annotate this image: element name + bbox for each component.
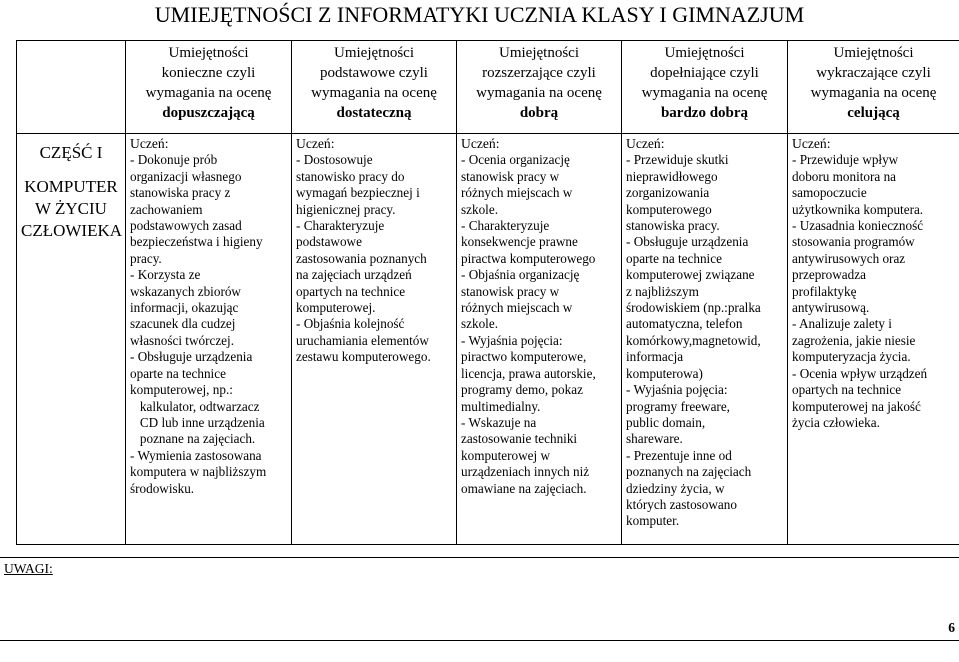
requirement-line: - Ocenia wpływ urządzeń — [792, 365, 928, 381]
requirement-line: komputerowej związane — [626, 267, 755, 283]
requirement-line: - Dostosowuje — [296, 152, 373, 168]
requirement-line: pracy. — [130, 250, 162, 266]
requirement-line: komputeryzacja życia. — [792, 349, 911, 365]
requirement-line: multimedialny. — [461, 398, 541, 414]
requirement-line: komputerowej. — [296, 300, 376, 316]
header-cell — [126, 41, 292, 134]
header-line: wykraczające czyli — [816, 65, 931, 81]
grade-label: dobrą — [519, 105, 559, 121]
requirement-line: poznane na zajęciach. — [130, 431, 256, 447]
requirement-line: opartych na technice — [792, 382, 902, 398]
header-line: Umiejętności — [664, 45, 745, 61]
requirement-line: których zastosowano — [626, 496, 737, 512]
requirements-cell — [292, 134, 457, 545]
requirement-line: - Wskazuje na — [461, 414, 537, 430]
requirement-line: - Charakteryzuje — [461, 218, 550, 234]
student-label: Uczeń: — [792, 136, 831, 151]
requirement-line: piractwa komputerowego — [461, 250, 596, 266]
requirement-line: zastosowania poznanych — [296, 250, 427, 266]
requirement-line: zestawu komputerowego. — [296, 349, 431, 365]
requirement-line: - Charakteryzuje — [296, 218, 385, 234]
requirement-line: - Dokonuje prób — [130, 152, 218, 168]
requirement-line: komputer. — [626, 513, 680, 529]
requirement-line: - Objaśnia organizację — [461, 267, 580, 283]
grade-label: dopuszczającą — [162, 105, 255, 121]
header-line: wymagania na ocenę — [311, 85, 437, 101]
requirement-line: środowisku. — [130, 480, 195, 496]
header-cell — [457, 41, 622, 134]
requirement-line: opartych na technice — [296, 283, 406, 299]
requirement-line: - Prezentuje inne od — [626, 447, 732, 463]
header-corner — [17, 41, 126, 134]
requirement-line: komputera w najbliższym — [130, 464, 267, 480]
requirement-line: środowiskiem (np.:pralka — [626, 300, 761, 316]
requirement-line: stanowisk pracy w — [461, 168, 560, 184]
header-line: Umiejętności — [168, 45, 249, 61]
requirements-cell — [622, 134, 788, 545]
requirement-line: public domain, — [626, 414, 706, 430]
requirement-line: komputerowego — [626, 201, 712, 217]
student-label: Uczeń: — [626, 136, 665, 151]
header-line: wymagania na ocenę — [641, 85, 768, 101]
header-line: rozszerzające czyli — [482, 65, 596, 81]
student-label: Uczeń: — [461, 136, 500, 151]
requirement-line: - Objaśnia kolejność — [296, 316, 405, 332]
header-line: Umiejętności — [499, 45, 579, 61]
header-line: podstawowe czyli — [320, 65, 428, 81]
requirement-line: samopoczucie — [792, 185, 867, 201]
notes-section — [0, 557, 959, 641]
requirement-line: - Wymienia zastosowana — [130, 447, 262, 463]
requirement-line: - Przewiduje skutki — [626, 152, 729, 168]
header-line: Umiejętności — [833, 45, 914, 61]
requirement-line: - Korzysta ze — [130, 267, 201, 283]
header-line: dopełniające czyli — [650, 65, 759, 81]
student-label: Uczeń: — [296, 136, 335, 151]
requirement-line: różnych miejscach w — [461, 300, 573, 316]
requirement-line: bezpieczeństwa i higieny — [130, 234, 263, 250]
section-number: CZĘŚĆ I — [39, 143, 103, 162]
requirement-line: podstawowe — [296, 234, 362, 250]
header-line: wymagania na ocenę — [810, 85, 937, 101]
requirement-line: programy demo, pokaz — [461, 382, 583, 398]
requirement-line: szkole. — [461, 201, 498, 217]
page-title: UMIEJĘTNOŚCI Z INFORMATYKI UCZNIA KLASY I GIMNAZJUM — [154, 2, 805, 27]
requirement-line: informacji, okazując — [130, 300, 239, 316]
requirement-line: przeprowadza — [792, 267, 866, 283]
requirement-line: piractwo komputerowe, — [461, 349, 587, 365]
header-cell — [292, 41, 457, 134]
requirement-line: informacja — [626, 349, 684, 365]
section-name-line: W ŻYCIU — [35, 199, 107, 218]
student-label: Uczeń: — [130, 136, 169, 151]
requirements-cell — [788, 134, 959, 545]
requirement-line: nieprawidłowego — [626, 168, 718, 184]
requirement-line: - Wyjaśnia pojęcia: — [626, 382, 728, 398]
header-row — [17, 41, 959, 134]
requirement-line: użytkownika komputera. — [792, 201, 924, 217]
requirement-line: stanowiska pracy z — [130, 185, 231, 201]
requirement-line: automatyczna, telefon — [626, 316, 743, 332]
grade-label: celującą — [847, 105, 900, 121]
requirements-table — [16, 40, 959, 545]
grade-label: dostateczną — [336, 105, 412, 121]
requirement-line: - Ocenia organizację — [461, 152, 570, 168]
requirement-line: wskazanych zbiorów — [130, 283, 241, 299]
requirement-line: własności twórczej. — [130, 332, 234, 348]
notes-label: UWAGI: — [4, 561, 53, 576]
requirement-line: stosowania programów — [792, 234, 915, 250]
requirement-line: zagrożenia, jakie niesie — [792, 332, 916, 348]
requirement-line: - Analizuje zalety i — [792, 316, 892, 332]
requirement-line: antywirusową. — [792, 300, 870, 316]
requirement-line: dziedziny życia, w — [626, 480, 725, 496]
header-line: wymagania na ocenę — [476, 85, 602, 101]
requirement-line: stanowisko pracy do — [296, 168, 405, 184]
header-cell — [622, 41, 788, 134]
requirement-line: komórkowy,magnetowid, — [626, 332, 761, 348]
requirement-line: na zajęciach urządzeń — [296, 267, 412, 283]
requirement-line: higienicznej pracy. — [296, 201, 396, 217]
requirement-line: komputerowa) — [626, 365, 703, 381]
requirement-line: komputerowej, np.: — [130, 382, 233, 398]
requirement-line: wymagań bezpiecznej i — [296, 185, 420, 201]
requirement-line: - Przewiduje wpływ — [792, 152, 899, 168]
requirement-line: poznanych na zajęciach — [626, 464, 752, 480]
requirement-line: shareware. — [626, 431, 683, 447]
section-cell — [17, 134, 126, 545]
content-row — [17, 134, 959, 545]
requirement-line: stanowisk pracy w — [461, 283, 560, 299]
requirement-line: antywirusowych oraz — [792, 250, 906, 266]
requirement-line: komputerowej w — [461, 447, 550, 463]
requirement-line: oparte na technice — [626, 250, 722, 266]
requirement-line: CD lub inne urządzenia — [130, 414, 265, 430]
requirement-line: życia człowieka. — [792, 414, 880, 430]
requirement-line: uruchamiania elementów — [296, 332, 429, 348]
requirement-line: - Obsługuje urządzenia — [626, 234, 749, 250]
requirement-line: stanowiska pracy. — [626, 218, 720, 234]
requirement-line: zachowaniem — [130, 201, 203, 217]
header-cell — [788, 41, 959, 134]
requirement-line: zastosowanie techniki — [461, 431, 578, 447]
requirement-line: komputerowej na jakość — [792, 398, 921, 414]
header-line: Umiejętności — [334, 45, 414, 61]
requirement-line: urządzeniach innych niż — [461, 464, 590, 480]
requirement-line: szacunek dla cudzej — [130, 316, 236, 332]
requirement-line: organizacji własnego — [130, 168, 242, 184]
grade-label: bardzo dobrą — [660, 105, 749, 121]
section-name-line: CZŁOWIEKA — [21, 221, 123, 240]
requirement-line: doboru monitora na — [792, 168, 897, 184]
requirement-line: programy freeware, — [626, 398, 730, 414]
requirement-line: - Wyjaśnia pojęcia: — [461, 332, 563, 348]
requirement-line: zorganizowania — [626, 185, 710, 201]
header-line: konieczne czyli — [161, 65, 256, 81]
requirement-line: licencja, prawa autorskie, — [461, 365, 596, 381]
requirements-cell — [457, 134, 622, 545]
requirement-line: konsekwencje prawne — [461, 234, 578, 250]
section-name-line: KOMPUTER — [24, 177, 118, 196]
requirement-line: szkole. — [461, 316, 498, 332]
requirement-line: - Uzasadnia konieczność — [792, 218, 924, 234]
requirement-line: kalkulator, odtwarzacz — [130, 398, 260, 414]
page-number: 6 — [948, 620, 955, 635]
requirement-line: - Obsługuje urządzenia — [130, 349, 253, 365]
requirement-line: podstawowych zasad — [130, 218, 242, 234]
requirement-line: z najbliższym — [626, 283, 699, 299]
requirement-line: profilaktykę — [792, 283, 857, 299]
requirement-line: różnych miejscach w — [461, 185, 573, 201]
requirement-line: omawiane na zajęciach. — [461, 480, 587, 496]
header-line: wymagania na ocenę — [145, 85, 272, 101]
requirement-line: oparte na technice — [130, 365, 226, 381]
requirements-cell — [126, 134, 292, 545]
